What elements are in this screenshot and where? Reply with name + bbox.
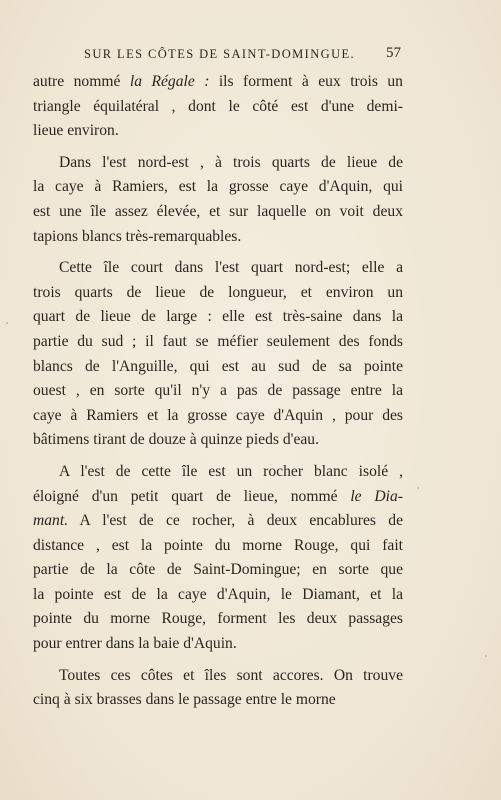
body-text xyxy=(33,70,403,713)
text-line: Toutes ces côtes et îles sont accores. On trouve xyxy=(59,666,403,684)
paragraph xyxy=(33,256,403,453)
text-line: la caye à Ramiers, est la grosse caye d'Aquin, qui xyxy=(33,178,403,196)
italic-name: le Dia- xyxy=(350,487,403,505)
paragraph xyxy=(33,70,403,144)
text-line: Cette île court dans l'est quart nord-est; elle a xyxy=(59,259,403,277)
running-title: SUR LES CÔTES DE SAINT-DOMINGUE. xyxy=(84,47,356,61)
text-line: pour entrer dans la baie d'Aquin. xyxy=(33,635,237,653)
page-number: 57 xyxy=(386,45,401,61)
text-line: pointe du morne Rouge, forment les deux passages xyxy=(33,610,403,628)
text-line: lieue environ. xyxy=(33,122,119,140)
text-line: distance , est la pointe du morne Rouge, qui fait xyxy=(33,536,403,554)
text-line: quart de lieue de large : elle est très-saine dans la xyxy=(33,308,403,326)
text-line: éloigné d'un petit quart de lieue, nommé le Dia- xyxy=(33,487,403,505)
text-line: tapions blancs très-remarquables. xyxy=(33,227,242,245)
text-line: partie du sud ; il faut se méfier seulement des fonds xyxy=(33,332,403,350)
text-line: mant. A l'est de ce rocher, à deux encablures de xyxy=(33,512,403,530)
text-line: cinq à six brasses dans le passage entre le morne xyxy=(33,691,336,709)
text-line: est une île assez élevée, et sur laquelle on voit deux xyxy=(33,202,403,220)
italic-name: mant. xyxy=(33,512,69,530)
paragraph xyxy=(33,664,403,713)
text-line: trois quarts de lieue de longueur, et environ un xyxy=(33,283,403,301)
text-line: caye à Ramiers et la grosse caye d'Aquin , pour des xyxy=(33,406,403,424)
text-line: bâtimens tirant de douze à quinze pieds d'eau. xyxy=(33,431,319,449)
paper-speck xyxy=(417,487,419,489)
text-line: la pointe est de la caye d'Aquin, le Diamant, et la xyxy=(33,585,403,603)
text-line: Dans l'est nord-est , à trois quarts de lieue de xyxy=(59,153,403,171)
paper-speck xyxy=(485,655,487,657)
paragraph xyxy=(33,151,403,249)
paper-speck xyxy=(6,322,8,324)
text-line: ouest , en sorte qu'il n'y a pas de passage entre la xyxy=(33,382,403,400)
text-line: triangle équilatéral , dont le côté est d'une demi- xyxy=(33,97,403,115)
italic-name: la Régale : xyxy=(129,73,210,90)
text-line: blancs de l'Anguille, qui est au sud de sa pointe xyxy=(33,357,403,375)
paragraph xyxy=(33,460,403,657)
text-line: A l'est de cette île est un rocher blanc isolé , xyxy=(59,462,403,480)
text-line: autre nommé la Régale : ils forment à eux trois un xyxy=(33,73,403,90)
text-line: partie de la côte de Saint-Domingue; en sorte que xyxy=(33,561,403,579)
